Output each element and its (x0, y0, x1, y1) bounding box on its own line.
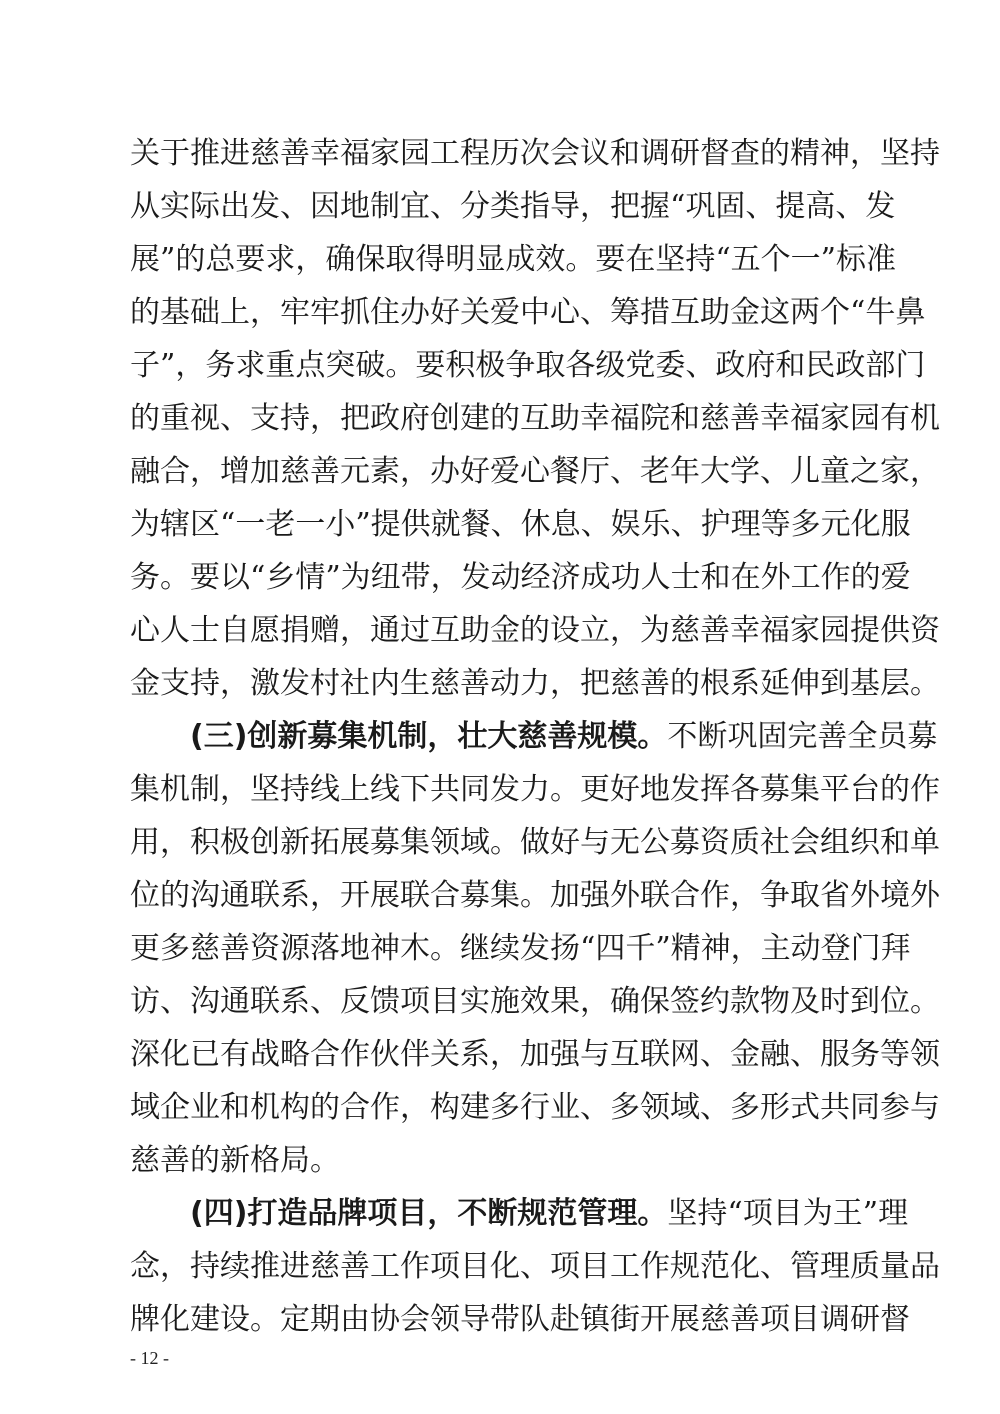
text-line: 融合，增加慈善元素，办好爱心餐厅、老年大学、儿童之家， (130, 454, 940, 489)
text-line: 关于推进慈善幸福家园工程历次会议和调研督查的精神，坚持 (130, 136, 940, 171)
section-4-first-line (190, 1188, 909, 1240)
section-4-first-text: 坚持“项目为王”理 (667, 1196, 909, 1231)
text-line: 心人士自愿捐赠，通过互助金的设立，为慈善幸福家园提供资 (130, 613, 940, 648)
text-line: 子”，务求重点突破。要积极争取各级党委、政府和民政部门 (130, 348, 926, 383)
text-line: 集机制，坚持线上线下共同发力。更好地发挥各募集平台的作 (130, 772, 940, 807)
text-line: 展”的总要求，确保取得明显成效。要在坚持“五个一”标准 (130, 242, 897, 277)
text-line: 为辖区“一老一小”提供就餐、休息、娱乐、护理等多元化服 (130, 507, 911, 542)
text-line: 域企业和机构的合作，构建多行业、多领域、多形式共同参与 (130, 1090, 940, 1125)
section-4-heading: (四)打造品牌项目，不断规范管理。 (190, 1196, 668, 1231)
text-line: 慈善的新格局。 (130, 1143, 340, 1178)
text-line: 访、沟通联系、反馈项目实施效果，确保签约款物及时到位。 (130, 984, 940, 1019)
text-line: 深化已有战略合作伙伴关系，加强与互联网、金融、服务等领 (130, 1037, 940, 1072)
text-line: 念，持续推进慈善工作项目化、项目工作规范化、管理质量品 (130, 1249, 940, 1284)
section-3-heading: (三)创新募集机制，壮大慈善规模。 (190, 719, 668, 754)
section-3-first-line (190, 711, 938, 763)
text-line: 从实际出发、因地制宜、分类指导，把握“巩固、提高、发 (130, 189, 896, 224)
text-line: 用，积极创新拓展募集领域。做好与无公募资质社会组织和单 (130, 825, 940, 860)
text-line: 更多慈善资源落地神木。继续发扬“四千”精神，主动登门拜 (130, 931, 911, 966)
section-3-first-text: 不断巩固完善全员募 (667, 719, 938, 754)
text-line: 的重视、支持，把政府创建的互助幸福院和慈善幸福家园有机 (130, 401, 940, 436)
text-line: 金支持，激发村社内生慈善动力，把慈善的根系延伸到基层。 (130, 666, 940, 701)
text-line: 位的沟通联系，开展联合募集。加强外联合作，争取省外境外 (130, 878, 940, 913)
text-line: 的基础上，牢牢抓住办好关爱中心、筹措互助金这两个“牛鼻 (130, 295, 926, 330)
page-number: - 12 - (130, 1348, 169, 1368)
text-line: 牌化建设。定期由协会领导带队赴镇街开展慈善项目调研督 (130, 1302, 910, 1337)
text-line: 务。要以“乡情”为纽带，发动经济成功人士和在外工作的爱 (130, 560, 911, 595)
